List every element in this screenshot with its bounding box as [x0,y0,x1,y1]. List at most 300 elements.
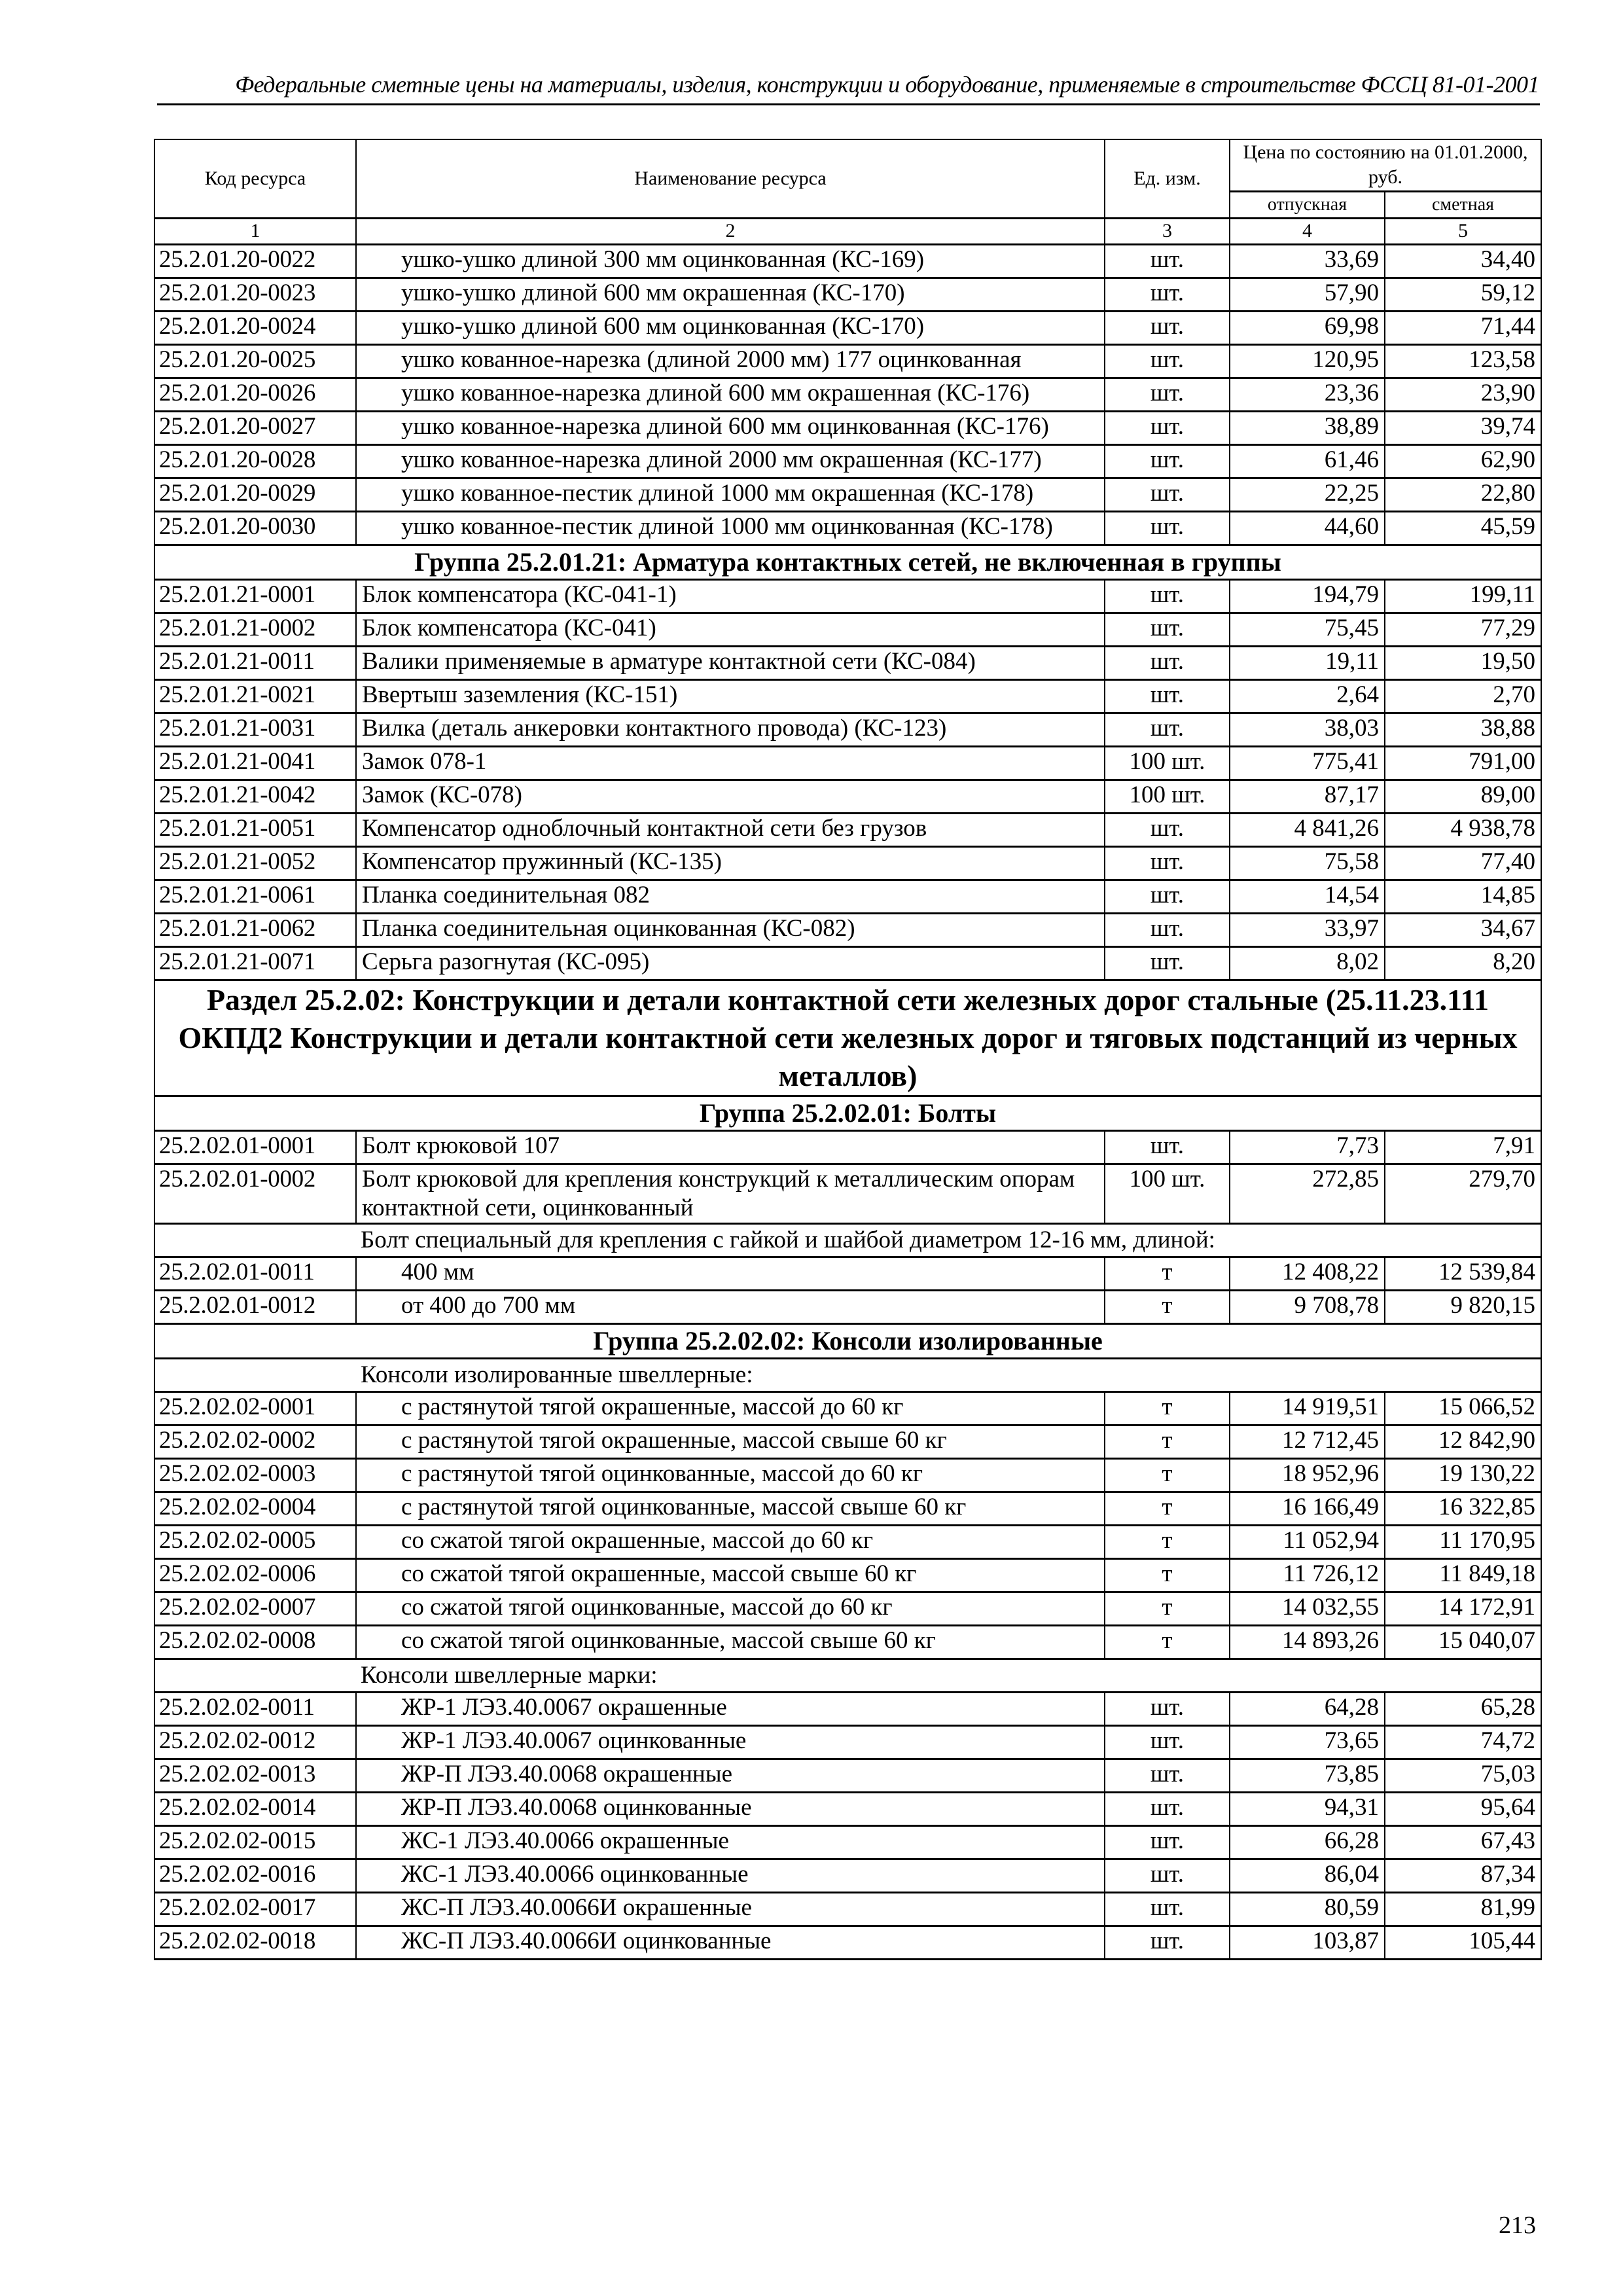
resource-name [356,511,1105,545]
unit: т [1105,1458,1230,1492]
resource-name-text: со сжатой тягой оцинкованные, массой свыше 60 кг [401,1626,936,1654]
price-release: 103,87 [1230,1926,1385,1959]
resource-name [356,444,1105,478]
table-row [154,1625,1541,1659]
price-release: 9 708,78 [1230,1290,1385,1323]
table-row [154,444,1541,478]
unit: 100 шт. [1105,746,1230,780]
resource-name-text: со сжатой тягой окрашенные, массой до 60 кг [401,1526,874,1554]
unit: т [1105,1290,1230,1323]
page-number: 213 [1499,2212,1536,2239]
resource-code: 25.2.02.02-0013 [154,1759,356,1792]
unit: шт. [1105,1892,1230,1926]
resource-name [356,1725,1105,1759]
resource-name [356,613,1105,646]
price-estimate: 62,90 [1385,444,1541,478]
column-number: 1 [154,218,356,244]
resource-code: 25.2.01.21-0041 [154,746,356,780]
resource-name-text: ЖР-1 ЛЭ3.40.0067 оцинкованные [401,1727,747,1754]
price-estimate: 123,58 [1385,344,1541,378]
resource-name-text: ушко кованное-нарезка длиной 600 мм оцинкованная (КС-176) [401,412,1049,440]
table-row [154,1164,1541,1223]
unit: шт. [1105,1859,1230,1892]
resource-name-text: Планка соединительная 082 [362,881,650,908]
table-row [154,1825,1541,1859]
price-estimate: 791,00 [1385,746,1541,780]
price-estimate: 2,70 [1385,679,1541,713]
resource-name [356,1825,1105,1859]
resource-code: 25.2.01.20-0023 [154,278,356,311]
unit: шт. [1105,1692,1230,1725]
price-release: 73,65 [1230,1725,1385,1759]
header-unit: Ед. изм. [1105,139,1230,218]
resource-name-text: с растянутой тягой окрашенные, массой свыше 60 кг [401,1426,947,1454]
table-row [154,1759,1541,1792]
price-estimate: 34,67 [1385,913,1541,946]
price-estimate: 89,00 [1385,780,1541,813]
unit: шт. [1105,411,1230,444]
unit: т [1105,1492,1230,1525]
price-release: 120,95 [1230,344,1385,378]
resource-code: 25.2.01.21-0021 [154,679,356,713]
price-release: 94,31 [1230,1792,1385,1825]
resource-code: 25.2.02.02-0007 [154,1592,356,1625]
resource-code: 25.2.02.02-0006 [154,1558,356,1592]
resource-name-text: ЖС-1 ЛЭ3.40.0066 окрашенные [401,1827,729,1854]
price-release: 11 052,94 [1230,1525,1385,1558]
resource-name-text: Замок 078-1 [362,747,487,775]
resource-name [356,1859,1105,1892]
price-estimate: 9 820,15 [1385,1290,1541,1323]
price-estimate: 15 066,52 [1385,1391,1541,1425]
table-row [154,613,1541,646]
column-number: 2 [356,218,1105,244]
resource-code: 25.2.01.20-0028 [154,444,356,478]
price-release: 4 841,26 [1230,813,1385,846]
price-estimate: 12 842,90 [1385,1425,1541,1458]
resource-code: 25.2.02.01-0012 [154,1290,356,1323]
price-release: 61,46 [1230,444,1385,478]
table-row [154,1525,1541,1558]
resource-name [356,1558,1105,1592]
resource-code: 25.2.01.21-0001 [154,579,356,613]
table-row [154,1792,1541,1825]
resource-code: 25.2.02.02-0011 [154,1692,356,1725]
resource-name-text: ЖС-1 ЛЭ3.40.0066 оцинкованные [401,1860,749,1888]
column-number: 5 [1385,218,1541,244]
resource-name [356,646,1105,679]
price-release: 14 919,51 [1230,1391,1385,1425]
resource-name [356,1290,1105,1323]
price-release: 75,58 [1230,846,1385,880]
resource-name [356,846,1105,880]
resource-name-text: ушко-ушко длиной 600 мм окрашенная (КС-170) [401,279,905,306]
resource-name [356,1425,1105,1458]
unit: шт. [1105,511,1230,545]
resource-code: 25.2.02.02-0018 [154,1926,356,1959]
unit: т [1105,1425,1230,1458]
unit: т [1105,1558,1230,1592]
price-estimate: 34,40 [1385,244,1541,278]
unit: т [1105,1625,1230,1659]
unit: шт. [1105,1130,1230,1164]
table-row [154,1130,1541,1164]
price-estimate: 95,64 [1385,1792,1541,1825]
price-release: 44,60 [1230,511,1385,545]
resource-code: 25.2.01.20-0029 [154,478,356,511]
table-row [154,1892,1541,1926]
resource-code: 25.2.02.02-0012 [154,1725,356,1759]
resource-name-text: ушко-ушко длиной 600 мм оцинкованная (КС-170) [401,312,925,340]
resource-name [356,1892,1105,1926]
resource-code: 25.2.01.20-0022 [154,244,356,278]
column-number: 3 [1105,218,1230,244]
price-estimate: 279,70 [1385,1164,1541,1223]
resource-name [356,1625,1105,1659]
price-release: 272,85 [1230,1164,1385,1223]
price-estimate: 8,20 [1385,946,1541,980]
price-estimate: 67,43 [1385,1825,1541,1859]
resource-name [356,378,1105,411]
resource-name-text: ушко кованное-пестик длиной 1000 мм окрашенная (КС-178) [401,479,1034,507]
resource-name-text: ушко кованное-нарезка длиной 600 мм окрашенная (КС-176) [401,379,1030,406]
price-estimate: 87,34 [1385,1859,1541,1892]
resource-name [356,311,1105,344]
group-title-row [154,1323,1541,1358]
unit: шт. [1105,579,1230,613]
table-row [154,278,1541,311]
price-release: 14 893,26 [1230,1625,1385,1659]
price-release: 64,28 [1230,1692,1385,1725]
unit: т [1105,1391,1230,1425]
subheading-row [154,1223,1541,1257]
price-release: 80,59 [1230,1892,1385,1926]
resource-name-text: Болт крюковой 107 [362,1132,560,1159]
table-row [154,1558,1541,1592]
price-estimate: 19,50 [1385,646,1541,679]
resource-name [356,579,1105,613]
table-row [154,1425,1541,1458]
subheading: Консоли изолированные швеллерные: [154,1358,1541,1391]
group-title-row [154,1096,1541,1130]
unit: шт. [1105,646,1230,679]
header-price-estimate: сметная [1385,191,1541,218]
price-release: 57,90 [1230,278,1385,311]
table-row [154,1290,1541,1323]
resource-name [356,1525,1105,1558]
column-number: 4 [1230,218,1385,244]
price-release: 33,69 [1230,244,1385,278]
price-estimate: 77,29 [1385,613,1541,646]
resource-code: 25.2.01.20-0024 [154,311,356,344]
table-row [154,511,1541,545]
unit: шт. [1105,478,1230,511]
resource-code: 25.2.01.21-0011 [154,646,356,679]
table-row [154,880,1541,913]
resource-code: 25.2.01.21-0061 [154,880,356,913]
resource-code: 25.2.01.21-0051 [154,813,356,846]
resource-name [356,344,1105,378]
resource-name-text: со сжатой тягой оцинкованные, массой до 60 кг [401,1593,893,1621]
price-release: 2,64 [1230,679,1385,713]
price-estimate: 15 040,07 [1385,1625,1541,1659]
resource-code: 25.2.02.01-0011 [154,1257,356,1290]
price-estimate: 12 539,84 [1385,1257,1541,1290]
unit: шт. [1105,1926,1230,1959]
resource-code: 25.2.01.21-0052 [154,846,356,880]
resource-code: 25.2.01.21-0042 [154,780,356,813]
resource-name-text: ЖС-П ЛЭ3.40.0066И оцинкованные [401,1927,772,1954]
resource-name-text: ушко кованное-пестик длиной 1000 мм оцинкованная (КС-178) [401,512,1053,540]
resource-code: 25.2.01.21-0002 [154,613,356,646]
price-estimate: 4 938,78 [1385,813,1541,846]
price-release: 16 166,49 [1230,1492,1385,1525]
price-estimate: 75,03 [1385,1759,1541,1792]
unit: шт. [1105,713,1230,746]
group-title: Группа 25.2.01.21: Арматура контактных сетей, не включенная в группы [154,545,1541,579]
price-estimate: 38,88 [1385,713,1541,746]
price-release: 69,98 [1230,311,1385,344]
price-release: 75,45 [1230,613,1385,646]
resource-name [356,1592,1105,1625]
price-estimate: 11 170,95 [1385,1525,1541,1558]
resource-name-text: Серьга разогнутая (КС-095) [362,948,650,975]
price-release: 14 032,55 [1230,1592,1385,1625]
resource-code: 25.2.02.01-0002 [154,1164,356,1223]
resource-name-text: с растянутой тягой оцинкованные, массой до 60 кг [401,1460,923,1487]
unit: шт. [1105,378,1230,411]
price-release: 38,89 [1230,411,1385,444]
group-title: Группа 25.2.02.02: Консоли изолированные [154,1323,1541,1358]
unit: шт. [1105,244,1230,278]
table-row [154,1592,1541,1625]
resource-code: 25.2.02.02-0017 [154,1892,356,1926]
price-release: 33,97 [1230,913,1385,946]
price-estimate: 23,90 [1385,378,1541,411]
price-estimate: 22,80 [1385,478,1541,511]
table-row [154,913,1541,946]
price-release: 23,36 [1230,378,1385,411]
resource-name-text: с растянутой тягой оцинкованные, массой свыше 60 кг [401,1493,967,1520]
resource-name [356,1391,1105,1425]
resource-name-text: Блок компенсатора (КС-041-1) [362,581,677,608]
resource-code: 25.2.02.01-0001 [154,1130,356,1164]
resource-name-text: Замок (КС-078) [362,781,522,808]
header-price-release: отпускная [1230,191,1385,218]
resource-name-text: ЖР-П ЛЭ3.40.0068 окрашенные [401,1760,732,1787]
resource-code: 25.2.02.02-0005 [154,1525,356,1558]
unit: шт. [1105,1792,1230,1825]
unit: т [1105,1525,1230,1558]
price-release: 66,28 [1230,1825,1385,1859]
resource-name-text: ушко-ушко длиной 300 мм оцинкованная (КС-169) [401,245,925,273]
unit: 100 шт. [1105,780,1230,813]
table-row [154,478,1541,511]
resource-name [356,278,1105,311]
price-release: 73,85 [1230,1759,1385,1792]
table-row [154,713,1541,746]
unit: шт. [1105,1759,1230,1792]
price-release: 12 712,45 [1230,1425,1385,1458]
table-row [154,946,1541,980]
table-row [154,378,1541,411]
subheading-row [154,1659,1541,1692]
resource-code: 25.2.01.20-0026 [154,378,356,411]
price-estimate: 59,12 [1385,278,1541,311]
resource-name-text: Валики применяемые в арматуре контактной сети (КС-084) [362,647,976,675]
resource-name [356,813,1105,846]
subheading-row [154,1358,1541,1391]
price-estimate: 105,44 [1385,1926,1541,1959]
table-row [154,1391,1541,1425]
resource-name [356,880,1105,913]
resource-name-text: с растянутой тягой окрашенные, массой до 60 кг [401,1393,904,1420]
table-row [154,746,1541,780]
price-release: 194,79 [1230,579,1385,613]
table-row [154,646,1541,679]
resource-code: 25.2.02.02-0015 [154,1825,356,1859]
resource-code: 25.2.02.02-0016 [154,1859,356,1892]
unit: шт. [1105,613,1230,646]
price-release: 86,04 [1230,1859,1385,1892]
table-row [154,1859,1541,1892]
resource-code: 25.2.02.02-0014 [154,1792,356,1825]
price-estimate: 19 130,22 [1385,1458,1541,1492]
resource-name-text: Болт крюковой для крепления конструкций к металлическим опорам контактной сети, оцинкованный [362,1165,1075,1221]
table-row [154,579,1541,613]
resource-code: 25.2.02.02-0003 [154,1458,356,1492]
price-estimate: 45,59 [1385,511,1541,545]
header-price-group: Цена по состоянию на 01.01.2000, руб. [1230,139,1541,191]
resource-code: 25.2.02.02-0002 [154,1425,356,1458]
resource-code: 25.2.01.21-0031 [154,713,356,746]
resource-name [356,1692,1105,1725]
resource-name [356,946,1105,980]
resource-name-text: Компенсатор пружинный (КС-135) [362,848,722,875]
table-row [154,813,1541,846]
unit: т [1105,1257,1230,1290]
resource-name-text: со сжатой тягой окрашенные, массой свыше 60 кг [401,1560,917,1587]
price-estimate: 74,72 [1385,1725,1541,1759]
table-row [154,1257,1541,1290]
resource-name-text: 400 мм [401,1258,474,1285]
price-release: 12 408,22 [1230,1257,1385,1290]
resource-name [356,1130,1105,1164]
header-code: Код ресурса [154,139,356,218]
resource-name [356,1926,1105,1959]
running-header: Федеральные сметные цены на материалы, изделия, конструкции и оборудование, применяемые в строительстве ФССЦ 81-01-2001 [235,71,1539,98]
section-title-row [154,980,1541,1096]
unit: шт. [1105,813,1230,846]
header-rule [157,103,1540,105]
resource-name-text: Блок компенсатора (КС-041) [362,614,656,641]
price-estimate: 81,99 [1385,1892,1541,1926]
resource-name [356,713,1105,746]
price-estimate: 71,44 [1385,311,1541,344]
resource-name [356,1792,1105,1825]
header-name: Наименование ресурса [356,139,1105,218]
price-release: 8,02 [1230,946,1385,980]
table-row [154,1458,1541,1492]
price-release: 38,03 [1230,713,1385,746]
price-release: 19,11 [1230,646,1385,679]
resource-name-text: ушко кованное-нарезка длиной 2000 мм окрашенная (КС-177) [401,446,1042,473]
price-release: 775,41 [1230,746,1385,780]
resource-name-text: Компенсатор одноблочный контактной сети без грузов [362,814,927,842]
resource-code: 25.2.01.20-0025 [154,344,356,378]
price-estimate: 16 322,85 [1385,1492,1541,1525]
table-row [154,1926,1541,1959]
resource-name [356,780,1105,813]
resource-name [356,1257,1105,1290]
resource-code: 25.2.01.20-0030 [154,511,356,545]
table-row [154,1492,1541,1525]
resource-code: 25.2.01.20-0027 [154,411,356,444]
table-row [154,344,1541,378]
unit: 100 шт. [1105,1164,1230,1223]
resource-name-text: ЖС-П ЛЭ3.40.0066И окрашенные [401,1893,752,1921]
price-release: 87,17 [1230,780,1385,813]
unit: шт. [1105,846,1230,880]
resource-name [356,679,1105,713]
unit: шт. [1105,344,1230,378]
section-title: Раздел 25.2.02: Конструкции и детали контактной сети железных дорог стальные (25.11.23.111 ОКПД2 Конструкции и детали контактной сети железных дорог и тяговых подстанций из черных металлов) [154,980,1541,1096]
unit: шт. [1105,946,1230,980]
price-estimate: 39,74 [1385,411,1541,444]
unit: шт. [1105,1725,1230,1759]
price-estimate: 77,40 [1385,846,1541,880]
price-release: 22,25 [1230,478,1385,511]
price-estimate: 14 172,91 [1385,1592,1541,1625]
resource-name-text: Планка соединительная оцинкованная (КС-082) [362,914,855,942]
table-row [154,411,1541,444]
table-row [154,846,1541,880]
resource-name [356,244,1105,278]
table-row [154,244,1541,278]
subheading: Болт специальный для крепления с гайкой и шайбой диаметром 12-16 мм, длиной: [154,1223,1541,1257]
column-numbers-row [154,218,1541,244]
unit: шт. [1105,1825,1230,1859]
resource-code: 25.2.01.21-0062 [154,913,356,946]
table-row [154,311,1541,344]
group-title-row [154,545,1541,579]
group-title: Группа 25.2.02.01: Болты [154,1096,1541,1130]
resource-name [356,1164,1105,1223]
table-row [154,1725,1541,1759]
price-estimate: 65,28 [1385,1692,1541,1725]
unit: шт. [1105,679,1230,713]
resource-name-text: Вилка (деталь анкеровки контактного провода) (КС-123) [362,714,947,742]
price-release: 18 952,96 [1230,1458,1385,1492]
price-estimate: 7,91 [1385,1130,1541,1164]
table-row [154,1692,1541,1725]
resource-name [356,746,1105,780]
resource-code: 25.2.02.02-0004 [154,1492,356,1525]
resource-name [356,411,1105,444]
price-release: 11 726,12 [1230,1558,1385,1592]
resource-code: 25.2.01.21-0071 [154,946,356,980]
unit: шт. [1105,311,1230,344]
price-estimate: 199,11 [1385,579,1541,613]
unit: шт. [1105,278,1230,311]
resource-name-text: ушко кованное-нарезка (длиной 2000 мм) 177 оцинкованная [401,346,1022,373]
price-table [154,139,1542,1960]
resource-name-text: ЖР-1 ЛЭ3.40.0067 окрашенные [401,1693,727,1721]
price-estimate: 11 849,18 [1385,1558,1541,1592]
resource-name [356,1492,1105,1525]
subheading: Консоли швеллерные марки: [154,1659,1541,1692]
unit: шт. [1105,880,1230,913]
